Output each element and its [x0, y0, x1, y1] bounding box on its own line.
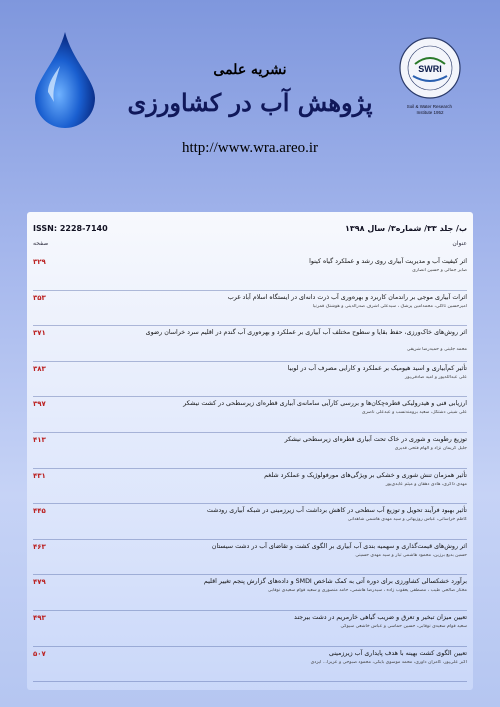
logo-text: SWRI	[418, 64, 442, 74]
issue-row	[33, 224, 467, 238]
toc-item-title: تأثیر همزمان تنش شوری و خشکی بر ویژگی‌های مورفولوژیک و عملکرد شلغم	[264, 471, 467, 479]
toc-header-title: عنوان	[452, 240, 467, 247]
toc-item-authors: امیرحسین تاکلی، محمدامین پزشک ، سیدعلی اشرف صدرالدینی و هوشنگ قمرنیا	[312, 303, 467, 309]
toc-item-page: ۳۵۳	[33, 293, 46, 302]
toc-item-page: ۴۱۳	[33, 436, 46, 444]
toc-item-page: ۳۲۹	[33, 258, 46, 266]
toc-item-authors: سعید قوام سعیدی نوقابی، حسین حماسی و عباس خاشعی سیوکی	[340, 624, 467, 629]
journal-url[interactable]: http://www.wra.areo.ir	[181, 140, 319, 156]
toc-item[interactable]	[33, 361, 467, 398]
toc-item-page: ۴۴۵	[33, 507, 46, 516]
toc-item[interactable]	[33, 432, 467, 469]
toc-item-page: ۳۹۷	[33, 400, 46, 409]
toc-item-title: تعیین الگوی کشت بهینه با هدف پایداری آب زیرزمینی	[328, 649, 467, 657]
toc-item-authors: اکبر علی‌پور، کامران داوری، محمد موسوی بایگی، محمود صبوحی و عزیزا... ایزدی	[310, 659, 467, 665]
toc-item-authors: جلیل کریمان نژاد و الهام فتحی قدیری	[394, 446, 467, 451]
toc-item-title: توزیع رطوبت و شوری در خاک تحت آبیاری قطره‌ای زیرسطحی نیشکر	[284, 436, 467, 443]
toc-panel	[27, 212, 473, 690]
toc-item-title: اثرات آبیاری موجی بر راندمان کاربرد و بهره‌وری آب ذرت دانه‌ای در ایستگاه اسلام آباد غرب	[227, 293, 467, 301]
toc-header-page: صفحه	[33, 240, 49, 247]
toc-item-page: ۳۷۱	[33, 329, 46, 338]
toc-item-title: تعیین میزان تبخیر و تعرق و ضریب گیاهی خارمریم در دشت بیرجند	[294, 614, 467, 621]
issn: ISSN: 2228-7140	[33, 224, 108, 233]
toc-item-page: ۴۷۹	[33, 578, 46, 587]
toc-item[interactable]	[33, 610, 467, 647]
toc-item[interactable]	[33, 396, 467, 433]
toc-item[interactable]	[33, 290, 467, 327]
toc-item-authors: علی عبدالله‌پور و امید صادقی‌پور	[405, 374, 467, 380]
toc-item-authors: علی شینی دشتگل، سعید برومندنسب و عبدعلی ناصری	[361, 410, 467, 416]
toc-item-title: اثر کیفیت آب و مدیریت آبیاری روی رشد و عملکرد گیاه کینوا	[309, 258, 467, 265]
toc-item[interactable]	[33, 254, 467, 291]
toc-item-title: برآورد خشکسالی کشاورزی برای دوره آتی به کمک شاخص SMDI و داده‌های گزارش پنجم تغییر اقلیم	[203, 578, 467, 586]
toc-item-authors: کاظم خراسانی، عباس روزبهانی و سید مهدی هاشمی شاهدانی	[347, 517, 467, 523]
toc-item[interactable]	[33, 646, 467, 683]
toc-column-headers	[33, 240, 467, 250]
toc-item-title: ارزیابی فنی و هیدرولیکی قطره‌چکان‌ها و بررسی کارآیی سامانه‌ی آبیاری قطره‌ای زیرسطحی در کشت نیشکر	[183, 400, 467, 408]
toc-item-page: ۵۰۷	[33, 649, 46, 658]
toc-item[interactable]	[33, 503, 467, 540]
toc-item-authors: حسین بدیع برزین، محمود هاشمی تبار و سید مهدی حسینی	[355, 552, 467, 558]
toc-item-title: اثر روش‌های خاک‌ورزی، حفظ بقایا و سطوح مختلف آب آبیاری بر عملکرد و بهره‌وری آب گندم در اقلیم سرد خراسان رضوی	[145, 329, 467, 337]
toc-item-page: ۳۸۳	[33, 364, 46, 373]
toc-item-authors: مهدی ذاکری، هادی دهقان و میثم عابدی‌پور	[385, 481, 467, 487]
toc-item-title: تأثیر بهبود فرآیند تحویل و توزیع آب سطحی در کاهش برداشت آب زیرزمینی در شبکه آبیاری رودشت	[206, 507, 467, 515]
cover-header	[0, 0, 500, 200]
journal-title: پژوهش آب در کشاورزی	[127, 88, 373, 117]
toc-item-authors: محمد جلینی و حمیدرضا شریفی	[406, 347, 467, 353]
logo-subtitle: Soil & Water Research Institute 1952	[406, 104, 453, 115]
toc-item-authors: صابر جمالی و حسین انصاری	[412, 268, 467, 273]
toc-item-authors: مختار صالحی طیب ، مصطفی یعقوب زاده ، سیدرضا هاشمی، حامد منصوری و سعید قوام سعیدی نوقابی	[267, 588, 467, 594]
toc-item-title: اثر روش‌های قیمت‌گذاری و سهمیه بندی آب آبیاری بر الگوی کشت و تقاضای آب در دشت سیستان	[211, 542, 467, 550]
toc-item-title: تأثیر کم‌آبیاری و اسید هیومیک بر عملکرد و کارایی مصرف آب در لوبیا	[287, 364, 467, 372]
journal-label: نشریه علمی	[213, 62, 287, 78]
toc-item-page: ۴۹۳	[33, 614, 46, 622]
volume-info: ب/ جلد ۳۳/ شماره۳/ سال ۱۳۹۸	[345, 224, 467, 233]
toc-item-page: ۴۶۳	[33, 542, 46, 551]
toc-item[interactable]	[33, 539, 467, 576]
toc-item[interactable]	[33, 325, 467, 362]
toc-item-page: ۴۳۱	[33, 471, 46, 480]
toc-item[interactable]	[33, 468, 467, 505]
toc-item[interactable]	[33, 574, 467, 611]
